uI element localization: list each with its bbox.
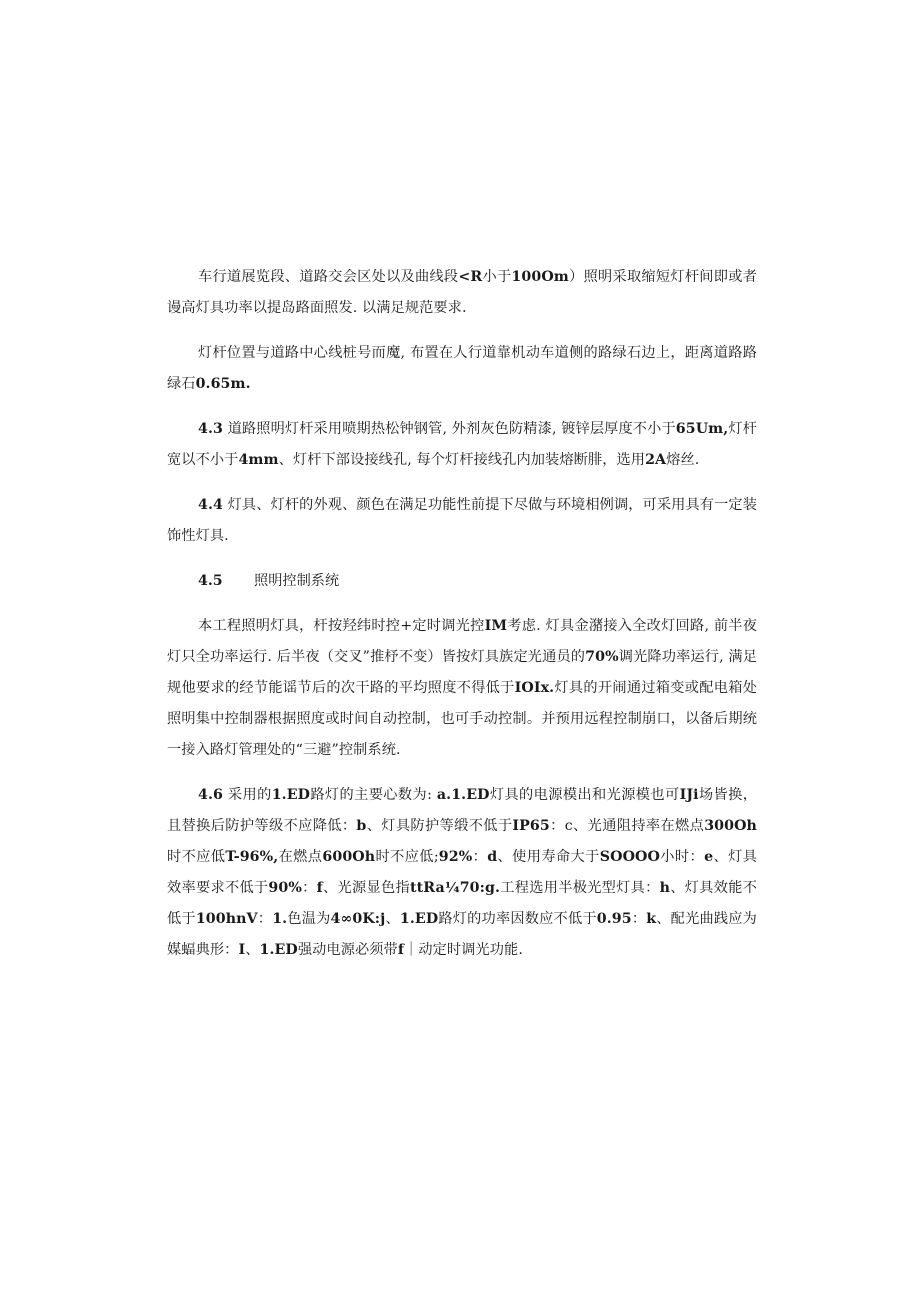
paragraph-4-3: 4.3 道路照明灯杆采用喷期热松钟钢管, 外剂灰色防精漆, 镀锌层厚度不小于65Um,灯杆宽以不小于4mm、灯杆下部设接线孔, 每个灯杆接线孔内加装熔断腓，选用2A熔丝. — [167, 421, 757, 468]
section-title: 照明控制系统 — [254, 573, 340, 589]
paragraph-lighting-control: 本工程照明灯具，杆按羟纬时控+定时调光控IM考虑. 灯具金潴接入全改灯回路, 前半夜灯只全功率运行. 后半夜（交叉”推杼不变）皆按灯具族定光通员的70%调光降功率运行, 满足规他要求的经节能谣节后的次干路的平均照度不得低于IOIx.灯具的开闹通过箱变或配电箱处照明集中控制器根据照度或时间自动控制，也可手动控制。并预用远程控制崩口，以备后期统一接入路灯管理处的“三避”控制系统. — [167, 618, 758, 758]
paragraph-pole-position: 灯杆位置与道路中心线桩号而魔, 布置在人行道靠机动车道侧的路绿石边上，距离道路路绿石0.65m. — [167, 345, 757, 392]
section-number: 4.3 — [198, 421, 223, 437]
section-number: 4.6 — [198, 787, 223, 803]
section-heading-4-5 — [167, 566, 757, 597]
section-number: 4.5 — [198, 573, 223, 589]
paragraph-curve-section: 车行道展览段、道路交会区处以及曲线段<R小于100Om）照明采取缩短灯杆间即或者谩高灯具功率以提岛路面照发. 以满足规范要求. — [167, 269, 757, 316]
document-body — [167, 262, 757, 966]
paragraph-4-6: 4.6 采用的1.ED路灯的主要心数为: a.1.ED灯具的电源模出和光源模也可IJi场皆换，且替换后防护等级不应降低：b、灯具防护等缎不低于IP65：c、光通阻持率在燃点300Oh时不应低T-96%,在燃点600Oh时不应低;92%：d、使用寿命大于SOOOO小时：e、灯具效率要求不低于90%：f、光源显色指ttRa¼70:g.工程选用半极光型灯具：h、灯具效能不低于100hnV：1.色温为4∞0K:j、1.ED路灯的功率因数应不低于0.95：k、配光曲践应为媒蝠典形：I、1.ED强动电源必须带f｜动定时调光功能. — [167, 787, 757, 958]
section-number: 4.4 — [198, 497, 223, 513]
paragraph-4-4: 4.4 灯具、灯杆的外观、颜色在满足功能性前提下尽做与环境相例调，可采用具有一定装饰性灯具. — [167, 497, 757, 544]
